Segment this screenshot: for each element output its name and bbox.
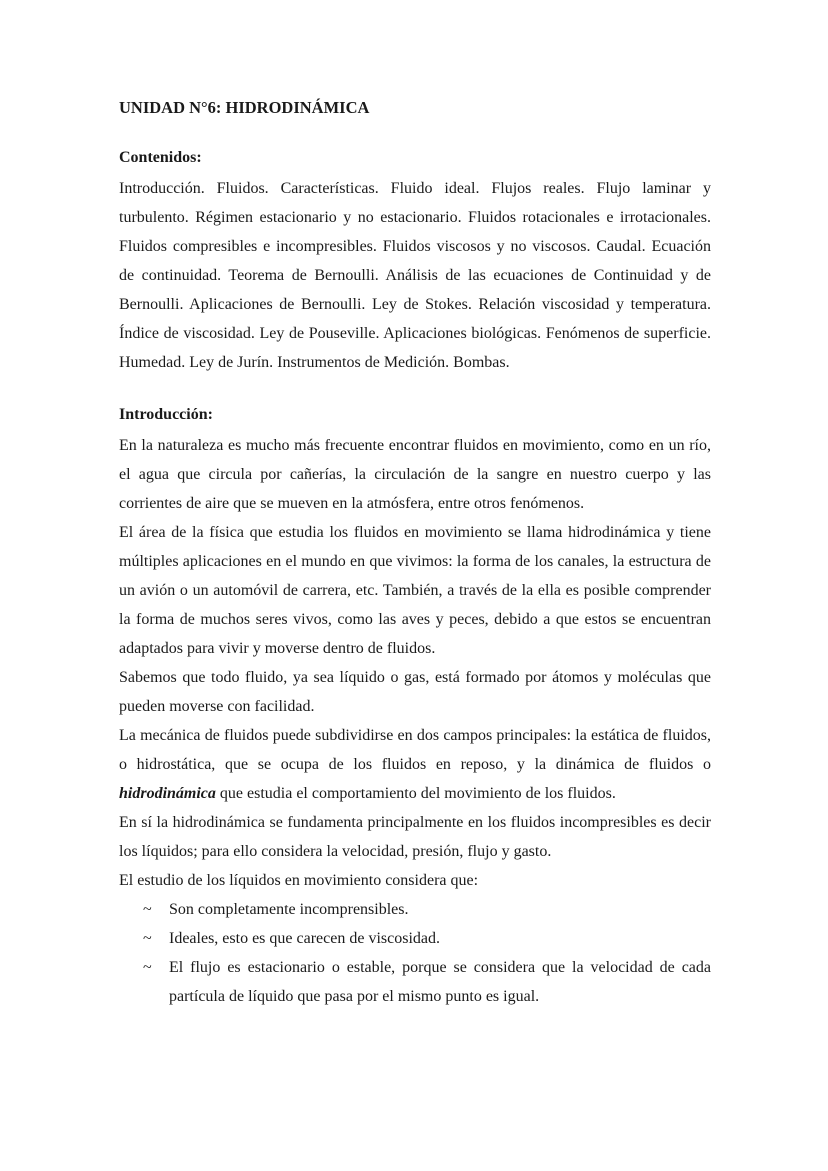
tilde-bullet-icon: ~ <box>143 959 152 976</box>
contenidos-text: Introducción. Fluidos. Características. Fluido ideal. Flujos reales. Flujo laminar y turbulento. Régimen estacionario y no estacionario. Fluidos rotacionales e irrotacionales. Fluidos compresibles e incompresibles. Fluidos viscosos y no viscosos. Caudal. Ecuación de continuidad. Teorema de Bernoulli. Análisis de las ecuaciones de Continuidad y de Bernoulli. Aplicaciones de Bernoulli. Ley de Stokes. Relación viscosidad y temperatura. Índice de viscosidad. Ley de Pouseville. Aplicaciones biológicas. Fenómenos de superficie. Humedad. Ley de Jurín. Instrumentos de Medición. Bombas. <box>119 180 711 371</box>
considerations-list <box>119 895 711 1011</box>
list-item <box>119 953 711 1011</box>
introduccion-section <box>119 403 711 1011</box>
emphasis-hidrodinamica: hidrodinámica <box>119 785 216 802</box>
intro-paragraph-4 <box>119 721 711 808</box>
list-item-text: Ideales, esto es que carecen de viscosidad. <box>169 930 440 947</box>
list-item <box>119 924 711 953</box>
list-item <box>119 895 711 924</box>
tilde-bullet-icon: ~ <box>143 930 152 947</box>
tilde-bullet-icon: ~ <box>143 901 152 918</box>
intro-paragraph-6: El estudio de los líquidos en movimiento considera que: <box>119 872 479 889</box>
introduccion-heading: Introducción: <box>119 406 213 423</box>
intro-paragraph-1: En la naturaleza es mucho más frecuente encontrar fluidos en movimiento, como en un río, el agua que circula por cañerías, la circulación de la sangre en nuestro cuerpo y las corrientes de aire que se mueven en la atmósfera, entre otros fenómenos. <box>119 437 711 512</box>
intro-paragraph-4-start: La mecánica de fluidos puede subdividirse en dos campos principales: la estática de fluidos, o hidrostática, que se ocupa de los fluidos en reposo, y la dinámica de fluidos o <box>119 727 711 773</box>
intro-paragraph-2: El área de la física que estudia los fluidos en movimiento se llama hidrodinámica y tiene múltiples aplicaciones en el mundo en que vivimos: la forma de los canales, la estructura de un avión o un automóvil de carrera, etc. También, a través de la ella es posible comprender la forma de muchos seres vivos, como las aves y peces, debido a que estos se encuentran adaptados para vivir y moverse dentro de fluidos. <box>119 524 711 657</box>
intro-paragraph-5: En sí la hidrodinámica se fundamenta principalmente en los fluidos incompresibles es decir los líquidos; para ello considera la velocidad, presión, flujo y gasto. <box>119 814 711 860</box>
list-item-text: El flujo es estacionario o estable, porque se considera que la velocidad de cada partícula de líquido que pasa por el mismo punto es igual. <box>169 959 711 1005</box>
document-content <box>119 96 711 1011</box>
intro-paragraph-4-end: que estudia el comportamiento del movimiento de los fluidos. <box>215 785 616 802</box>
contenidos-section <box>119 146 711 377</box>
page-title: UNIDAD N°6: HIDRODINÁMICA <box>119 98 370 117</box>
contenidos-heading: Contenidos: <box>119 149 202 166</box>
intro-paragraph-3: Sabemos que todo fluido, ya sea líquido o gas, está formado por átomos y moléculas que pueden moverse con facilidad. <box>119 669 711 715</box>
list-item-text: Son completamente incomprensibles. <box>169 901 409 918</box>
